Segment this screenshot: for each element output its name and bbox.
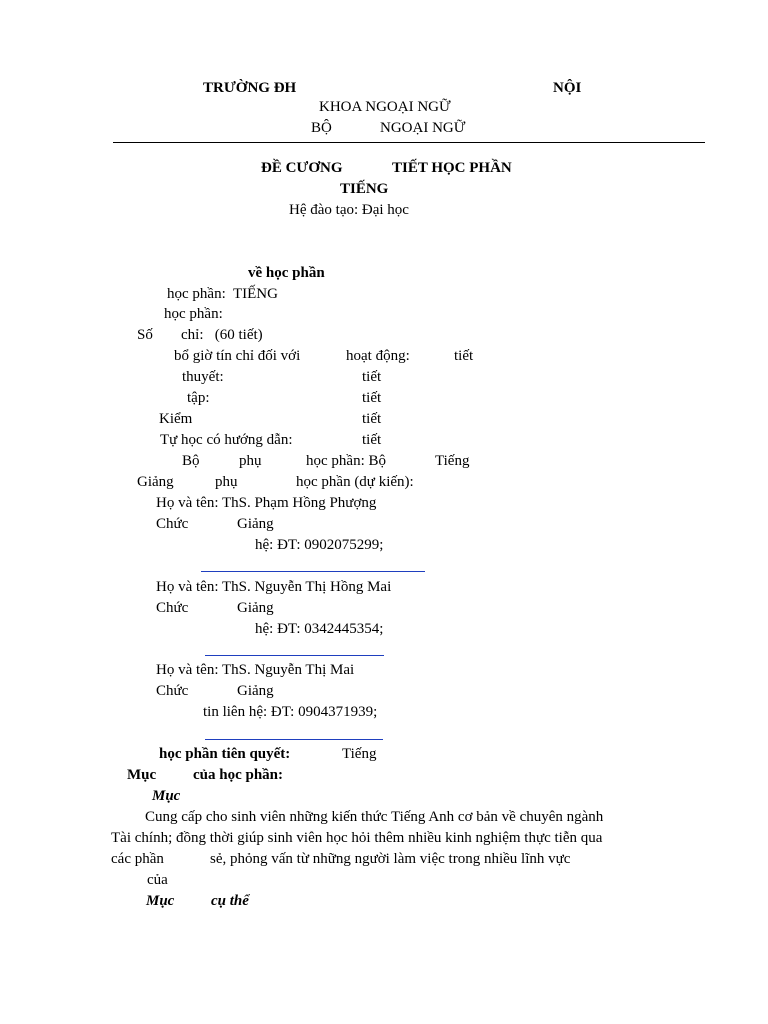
- credits-value: chỉ: (60 tiết): [181, 327, 263, 343]
- lecturer-3-contact: tin liên hệ: ĐT: 0904371939;: [203, 704, 378, 720]
- allocation-c: tiết: [454, 348, 474, 364]
- general-objective-heading: Mục: [152, 788, 181, 804]
- department-left: BỘ: [311, 120, 332, 136]
- objective-paragraph-line2: Tài chính; đồng thời giúp sinh viên học hỏi thêm nhiều kinh nghiệm thực tiễn qua: [111, 830, 603, 846]
- title-line1-right: TIẾT HỌC PHẦN: [392, 160, 512, 176]
- section-course-info: về học phần: [248, 265, 325, 281]
- credits-label: Số: [137, 327, 153, 343]
- school-name-left: TRƯỜNG ĐH: [203, 80, 297, 96]
- self-study-label: Tự học có hướng dẫn:: [160, 432, 293, 448]
- lecturer-2-contact: hệ: ĐT: 0342445354;: [255, 621, 384, 637]
- allocation-a: bổ giờ tín chỉ đối với: [174, 348, 301, 364]
- objective-paragraph-line3a: các phần: [111, 851, 164, 867]
- training-system: Hệ đào tạo: Đại học: [289, 202, 409, 218]
- lecturer-2-position-a: Chức: [156, 600, 189, 616]
- objective-paragraph-line1: Cung cấp cho sinh viên những kiến thức Tiếng Anh cơ bản về chuyên ngành: [145, 809, 604, 825]
- theory-label: thuyết:: [182, 369, 224, 385]
- objectives-heading-a: Mục: [127, 767, 157, 783]
- objective-paragraph-line3b: sẻ, phỏng vấn từ những người làm việc trong nhiều lĩnh vực: [210, 851, 571, 867]
- prerequisite-value: Tiếng: [342, 746, 377, 762]
- theory-value: tiết: [362, 369, 382, 385]
- lecturer-3-position-a: Chức: [156, 683, 189, 699]
- dept-in-charge-a: Bộ: [182, 453, 200, 469]
- lecturer-3-name: Họ và tên: ThS. Nguyễn Thị Mai: [156, 662, 355, 678]
- dept-in-charge-b: phụ: [239, 453, 262, 469]
- self-study-value: tiết: [362, 432, 382, 448]
- lecturers-label-c: học phần (dự kiến):: [296, 474, 414, 490]
- lecturer-1-position-b: Giảng: [237, 516, 274, 532]
- lecturer-2-position-b: Giảng: [237, 600, 274, 616]
- lecturer-3-email-line[interactable]: [205, 739, 383, 740]
- objectives-heading-b: của học phần:: [193, 767, 284, 783]
- exam-label: Kiểm: [159, 411, 193, 427]
- school-name-right: NỘI: [553, 80, 582, 96]
- title-line1-left: ĐỀ CƯƠNG: [261, 160, 343, 176]
- specific-objective-heading-b: cụ thể: [211, 893, 249, 909]
- course-name: học phần: TIẾNG: [167, 286, 278, 302]
- lecturer-3-position-b: Giảng: [237, 683, 274, 699]
- lecturer-2-name: Họ và tên: ThS. Nguyễn Thị Hồng Mai: [156, 579, 392, 595]
- lecturer-1-name: Họ và tên: ThS. Phạm Hồng Phượng: [156, 495, 377, 511]
- objective-paragraph-line4: của: [147, 872, 168, 888]
- exam-value: tiết: [362, 411, 382, 427]
- dept-in-charge-c: học phần: Bộ: [306, 453, 386, 469]
- specific-objective-heading-a: Mục: [146, 893, 175, 909]
- lecturer-1-email-line[interactable]: [201, 571, 425, 572]
- lecturer-1-contact: hệ: ĐT: 0902075299;: [255, 537, 384, 553]
- course-code: học phần:: [164, 306, 223, 322]
- lecturers-label-a: Giảng: [137, 474, 174, 490]
- faculty-name: KHOA NGOẠI NGỮ: [319, 99, 451, 115]
- dept-in-charge-d: Tiếng: [435, 453, 470, 469]
- department-right: NGOẠI NGỮ: [380, 120, 466, 136]
- lecturer-1-position-a: Chức: [156, 516, 189, 532]
- practice-value: tiết: [362, 390, 382, 406]
- allocation-b: hoạt động:: [346, 348, 410, 364]
- lecturer-2-email-line[interactable]: [205, 655, 384, 656]
- prerequisite-label: học phần tiên quyết:: [159, 746, 291, 762]
- header-divider: [113, 142, 705, 143]
- practice-label: tập:: [187, 390, 210, 406]
- lecturers-label-b: phụ: [215, 474, 238, 490]
- title-line2: TIẾNG: [340, 181, 389, 197]
